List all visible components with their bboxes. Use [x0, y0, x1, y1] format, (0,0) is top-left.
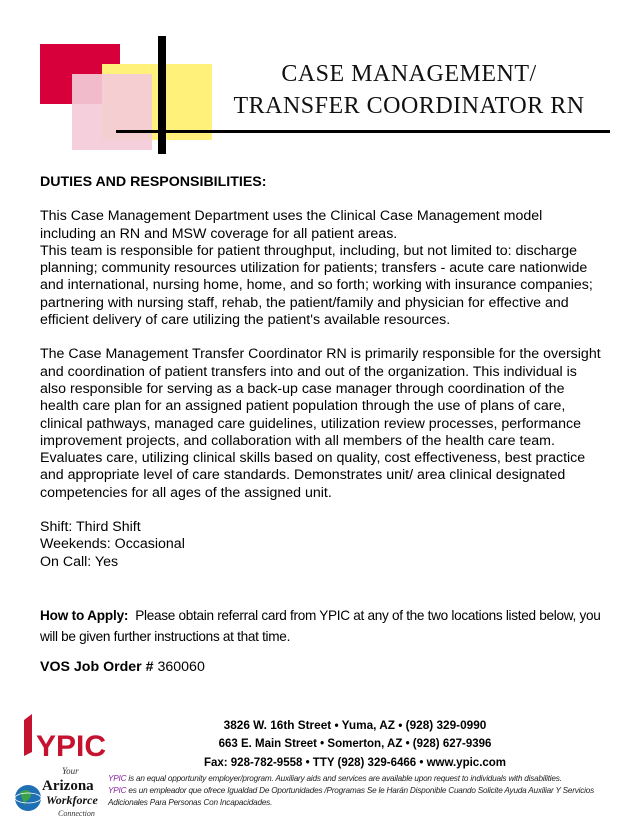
duties-paragraph-1b: This team is responsible for patient throughput, including, but not limited to: discharge planning; community resources utilization for patients; transfers - acute care nationwide and international, nursing home, home, and so forth; working with insurance companies; partnering with nursing staff, rehab, the patient/family and physician for effective and efficient delivery of care utilizing the patient's available resources.	[40, 242, 593, 329]
page-title	[214, 58, 604, 122]
title-line-1: CASE MANAGEMENT/	[281, 61, 537, 87]
footer-contacts	[170, 716, 540, 773]
footer-address-yuma: 3826 W. 16th Street • Yuma, AZ • (928) 329-0990	[223, 718, 487, 732]
vos-number: 360060	[157, 658, 205, 675]
disclaimer-brand-es: YPIC	[108, 786, 127, 795]
disclaimer-english-text: is an equal opportunity employer/program. Auxiliary aids and services are available upon request to individuals with disabilities.	[126, 774, 562, 783]
disclaimer-brand: YPIC	[108, 774, 127, 783]
ypic-logo	[10, 712, 106, 820]
how-to-apply	[40, 605, 602, 647]
vos-job-order	[40, 659, 602, 676]
shift-line: Shift: Third Shift	[40, 519, 141, 536]
how-to-apply-text: Please obtain referral card from YPIC at any of the two locations listed below, you will be given further instructions at that time.	[40, 607, 601, 644]
disclaimer-spanish-text: es un empleador que ofrece Igualdad De Oportunidades /Programas Se le Harán Disponible Cuando Solicite Ayuda Auxiliar Y Servicios Adicionales Para Personas Con Incapacidades.	[108, 786, 595, 807]
footer-fax-tty-web: Fax: 928-782-9558 • TTY (928) 329-6466 • www.ypic.com	[203, 757, 507, 769]
logo-brand-text: YPIC	[36, 730, 106, 763]
on-call-line: On Call: Yes	[40, 553, 119, 570]
logo-your-text: Your	[62, 766, 79, 776]
duties-paragraph-2: The Case Management Transfer Coordinator RN is primarily responsible for the oversight and coordination of patient transfers into and out of the organization. This individual is also responsible for serving as a back-up case manager through coordination of the health care plan for an assigned patient population through the use of plans of care, clinical pathways, managed care guidelines, utilization review processes, performance improvement projects, and collaboration with all members of the health care team. Evaluates care, utilizing clinical skills based on quality, cost effectiveness, best practice and appropriate level of care standards. Demonstrates unit/ area clinical designated competencies for all ages of the assigned unit.	[40, 346, 601, 501]
footer-address-somerton: 663 E. Main Street • Somerton, AZ • (928) 627-9396	[218, 738, 492, 750]
duties-paragraph-1: This Case Management Department uses the Clinical Case Management model including an RN and MSW coverage for all patient areas.	[40, 208, 543, 242]
globe-icon	[15, 785, 41, 811]
header-rule	[116, 130, 610, 133]
how-to-apply-label: How to Apply:	[40, 607, 129, 623]
footer-disclaimer	[108, 773, 608, 809]
duties-heading: DUTIES AND RESPONSIBILITIES:	[40, 174, 267, 190]
decor-pink-square	[72, 74, 152, 150]
logo-red-flag	[24, 714, 32, 756]
disclaimer-spanish	[108, 785, 608, 809]
title-line-2: TRANSFER COORDINATOR RN	[233, 93, 585, 119]
job-description	[40, 174, 602, 676]
logo-workforce-text: Workforce	[46, 793, 98, 807]
vos-label: VOS Job Order #	[40, 658, 154, 675]
disclaimer-english	[108, 773, 608, 785]
logo-connection-text: Connection	[58, 809, 95, 818]
weekends-line: Weekends: Occasional	[40, 536, 185, 553]
logo-arizona-text: Arizona	[42, 778, 94, 794]
decor-vertical-bar	[158, 36, 166, 154]
